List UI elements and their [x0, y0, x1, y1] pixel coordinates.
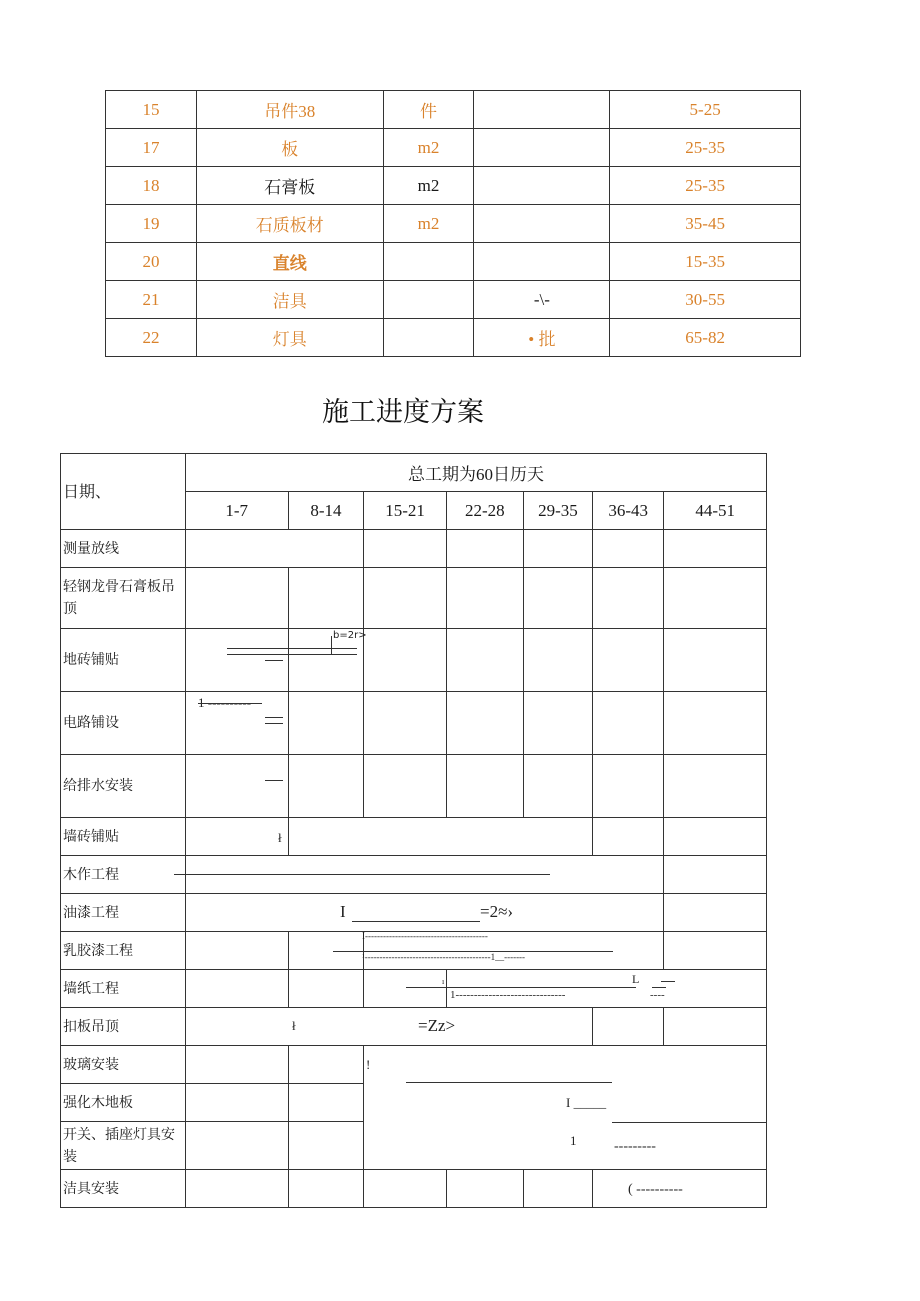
- bar-label: 1: [570, 1133, 577, 1148]
- gantt-cell: [364, 568, 447, 629]
- gantt-cell: [664, 629, 767, 692]
- cell-qty: [474, 129, 610, 167]
- gantt-cell: [523, 755, 592, 818]
- task-label: 轻钢龙骨石膏板吊顶: [61, 568, 186, 629]
- gantt-cell: [664, 755, 767, 818]
- bar-label: I-----------------------------------------: [362, 931, 488, 941]
- page-title: 施工进度方案: [322, 397, 484, 428]
- gantt-bar: [406, 1082, 612, 1083]
- table-row: [61, 818, 767, 856]
- gantt-bar: [661, 981, 675, 982]
- cell-name: 洁具: [196, 281, 383, 319]
- cell-price: 25-35: [610, 167, 801, 205]
- cell-qty: [474, 91, 610, 129]
- cell-no: 21: [106, 281, 197, 319]
- cell-no: 20: [106, 243, 197, 281]
- gantt-cell: [288, 568, 364, 629]
- task-label: 墙纸工程: [61, 970, 186, 1008]
- cell-name: 石质板材: [196, 205, 383, 243]
- gantt-cell: [446, 692, 523, 755]
- cell-qty: [474, 243, 610, 281]
- gantt-cell: [592, 629, 663, 692]
- cell-name: 直线: [196, 243, 383, 281]
- task-label: 油漆工程: [61, 894, 186, 932]
- cell-name: 灯具: [196, 319, 383, 357]
- table-row: [106, 319, 801, 357]
- period-cell: 1-7: [185, 492, 288, 530]
- gantt-cell: [592, 1008, 663, 1046]
- cell-price: 35-45: [610, 205, 801, 243]
- bar-label: ----: [650, 989, 665, 1001]
- materials-table: [105, 90, 801, 357]
- cell-name: 吊件38: [196, 91, 383, 129]
- gantt-cell: [523, 629, 592, 692]
- gantt-cell: [288, 1122, 364, 1170]
- gantt-bar: [265, 717, 283, 718]
- gantt-cell: [664, 568, 767, 629]
- bar-label: ı: [442, 977, 445, 986]
- table-row: [106, 205, 801, 243]
- bar-label: ( ----------: [628, 1182, 683, 1197]
- bar-label: 1------------------------------: [450, 989, 566, 1001]
- date-header: 日期、: [61, 454, 186, 530]
- table-row: [61, 755, 767, 818]
- task-label: 开关、插座灯具安装: [61, 1122, 186, 1170]
- period-cell: 8-14: [288, 492, 364, 530]
- gantt-bar: [331, 636, 332, 654]
- bar-label: ---------: [614, 1139, 656, 1154]
- cell-unit: 件: [383, 91, 474, 129]
- table-row: [106, 281, 801, 319]
- task-label: 乳胶漆工程: [61, 932, 186, 970]
- cell-price: 15-35: [610, 243, 801, 281]
- table-header-row: [61, 454, 767, 492]
- table-row: [61, 629, 767, 692]
- gantt-cell: [523, 1170, 592, 1208]
- cell-unit: [383, 319, 474, 357]
- gantt-cell: [288, 755, 364, 818]
- total-duration-header: 总工期为60日历天: [185, 454, 766, 492]
- gantt-cell: [446, 530, 523, 568]
- gantt-cell: [664, 932, 767, 970]
- task-label: 墙砖铺贴: [61, 818, 186, 856]
- period-cell: 29-35: [523, 492, 592, 530]
- cell-no: 18: [106, 167, 197, 205]
- task-label: 给排水安装: [61, 755, 186, 818]
- cell-no: 15: [106, 91, 197, 129]
- table-row: [106, 129, 801, 167]
- gantt-cell: [288, 1170, 364, 1208]
- gantt-cell: [523, 692, 592, 755]
- cell-no: 22: [106, 319, 197, 357]
- gantt-cell: [288, 818, 592, 856]
- cell-no: 17: [106, 129, 197, 167]
- gantt-cell: [185, 1170, 288, 1208]
- table-row: [61, 692, 767, 755]
- table-row: [61, 568, 767, 629]
- cell-unit: m2: [383, 205, 474, 243]
- gantt-cell: [288, 970, 364, 1008]
- table-row: [106, 167, 801, 205]
- cell-price: 65-82: [610, 319, 801, 357]
- cell-unit: [383, 243, 474, 281]
- cell-name: 石膏板: [196, 167, 383, 205]
- cell-unit: m2: [383, 129, 474, 167]
- gantt-bar: [265, 723, 283, 724]
- gantt-bar: [406, 987, 636, 988]
- period-cell: 15-21: [364, 492, 447, 530]
- schedule-table: [60, 453, 767, 1208]
- table-row: [61, 530, 767, 568]
- period-cell: 36-43: [592, 492, 663, 530]
- gantt-bar: [198, 703, 262, 704]
- gantt-cell: [592, 818, 663, 856]
- task-label: 玻璃安装: [61, 1046, 186, 1084]
- bar-label: L: [632, 972, 640, 986]
- gantt-cell: [446, 629, 523, 692]
- gantt-cell: [523, 530, 592, 568]
- gantt-bar: [652, 987, 666, 988]
- gantt-cell: [664, 692, 767, 755]
- bar-label: ł: [278, 830, 282, 845]
- gantt-cell: [664, 856, 767, 894]
- cell-qty: [474, 205, 610, 243]
- task-label: 测量放线: [61, 530, 186, 568]
- gantt-cell: [185, 530, 363, 568]
- gantt-cell: [664, 818, 767, 856]
- period-cell: 44-51: [664, 492, 767, 530]
- gantt-cell: [185, 1008, 592, 1046]
- gantt-cell: [185, 568, 288, 629]
- cell-price: 5-25: [610, 91, 801, 129]
- gantt-cell: [288, 1046, 364, 1084]
- gantt-bar: [352, 921, 480, 922]
- gantt-cell: [288, 692, 364, 755]
- gantt-cell: [288, 1084, 364, 1122]
- bar-label: b=2r>: [333, 630, 367, 641]
- cell-price: 25-35: [610, 129, 801, 167]
- bar-label: =Zz>: [418, 1016, 456, 1035]
- table-row: [106, 91, 801, 129]
- gantt-cell: [364, 629, 447, 692]
- cell-unit: [383, 281, 474, 319]
- bar-label: I: [340, 902, 346, 921]
- task-label: 强化木地板: [61, 1084, 186, 1122]
- cell-unit: m2: [383, 167, 474, 205]
- gantt-cell: [446, 1170, 523, 1208]
- gantt-cell: [664, 1008, 767, 1046]
- table-row: [106, 243, 801, 281]
- gantt-cell: [523, 568, 592, 629]
- gantt-cell: [364, 692, 447, 755]
- gantt-bar: [227, 648, 357, 649]
- gantt-cell: [185, 1046, 288, 1084]
- task-label: 电路铺设: [61, 692, 186, 755]
- gantt-cell: [185, 1122, 288, 1170]
- gantt-bar: [174, 893, 480, 894]
- gantt-bar: [265, 780, 283, 781]
- period-cell: 22-28: [446, 492, 523, 530]
- gantt-cell: [364, 530, 447, 568]
- gantt-cell: [185, 970, 288, 1008]
- task-label: 洁具安装: [61, 1170, 186, 1208]
- bar-label: ł: [292, 1018, 296, 1033]
- task-label: 扣板吊顶: [61, 1008, 186, 1046]
- gantt-cell: [185, 1084, 288, 1122]
- cell-qty: [474, 167, 610, 205]
- task-label: 地砖铺贴: [61, 629, 186, 692]
- gantt-bar: [227, 654, 357, 655]
- gantt-cell: [364, 970, 447, 1008]
- cell-qty: • 批: [474, 319, 610, 357]
- gantt-cell: [185, 932, 288, 970]
- gantt-cell: [592, 530, 663, 568]
- bar-label: !: [366, 1057, 371, 1072]
- gantt-cell: [446, 568, 523, 629]
- gantt-cell: [364, 755, 447, 818]
- gantt-cell: [185, 818, 288, 856]
- cell-price: 30-55: [610, 281, 801, 319]
- gantt-cell: [664, 894, 767, 932]
- gantt-cell: [664, 530, 767, 568]
- gantt-cell: [185, 894, 663, 932]
- bar-label: 1 ----------: [198, 695, 252, 710]
- table-row: [61, 894, 767, 932]
- gantt-cell: [592, 692, 663, 755]
- gantt-cell: [592, 568, 663, 629]
- cell-name: 板: [196, 129, 383, 167]
- bar-label: ¹------------------------------------------1__-------: [362, 952, 526, 962]
- gantt-cell: [592, 755, 663, 818]
- cell-qty: -\-: [474, 281, 610, 319]
- gantt-bar: [265, 660, 283, 661]
- table-row: [61, 1046, 767, 1084]
- gantt-bar: [612, 1122, 767, 1123]
- table-row: [61, 1008, 767, 1046]
- gantt-cell: [364, 1170, 447, 1208]
- cell-no: 19: [106, 205, 197, 243]
- task-label: 木作工程: [61, 856, 186, 894]
- gantt-cell: [185, 755, 288, 818]
- gantt-bar: [174, 874, 550, 875]
- gantt-cell: [446, 755, 523, 818]
- bar-label: =2≈›: [480, 902, 514, 921]
- bar-label: I _____: [566, 1095, 607, 1110]
